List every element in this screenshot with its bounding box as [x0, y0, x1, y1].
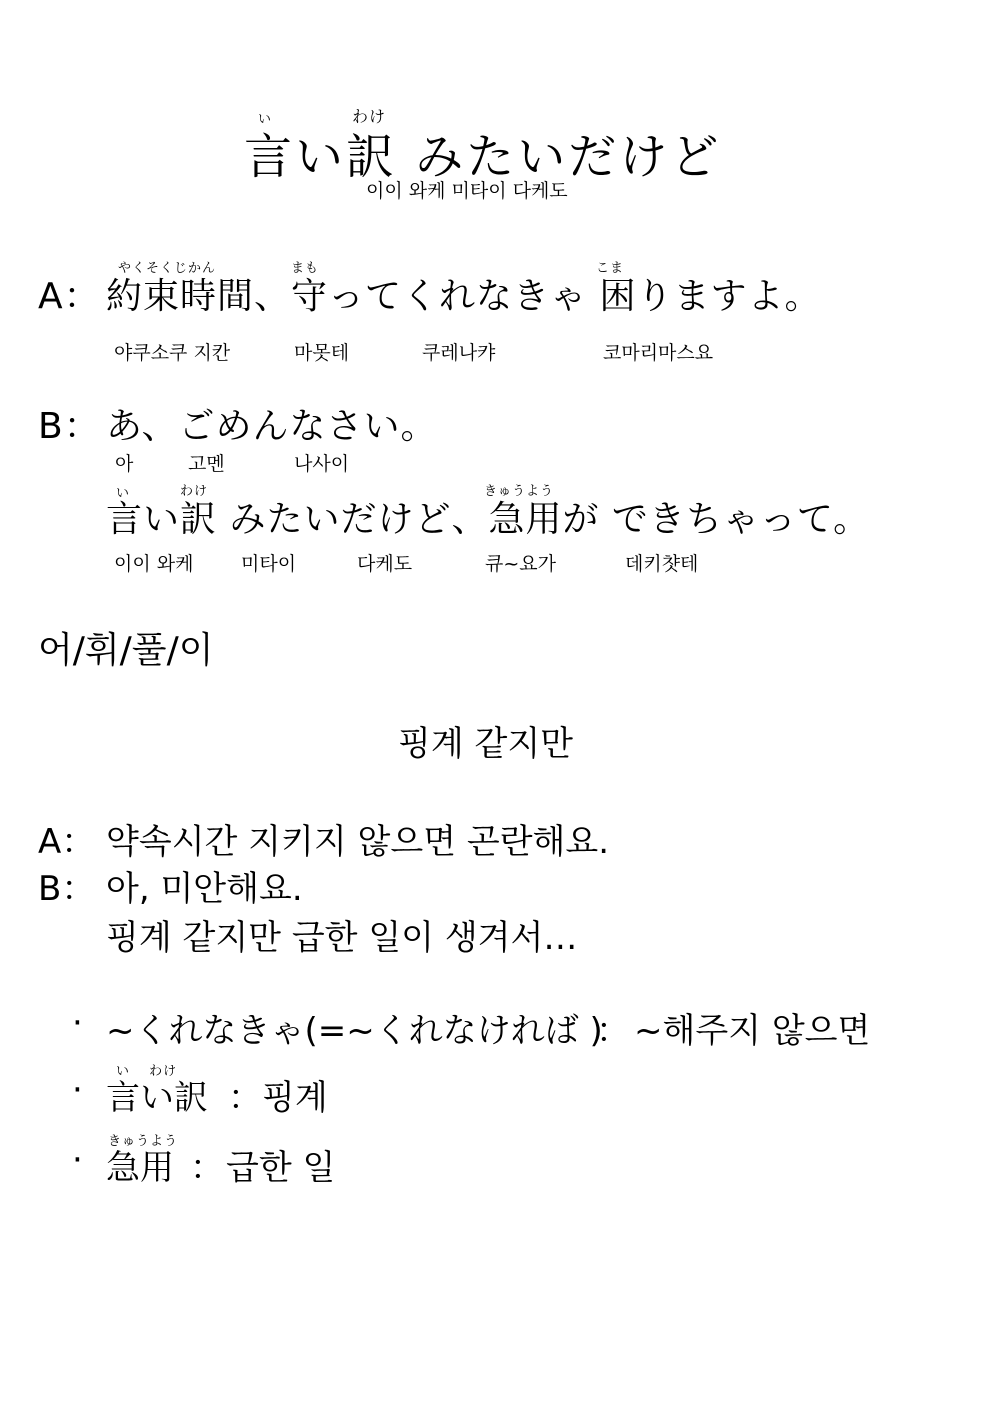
dialog-b-line2-reading-2: 미타이	[241, 553, 297, 575]
translation-a-text: 약속시간 지키지 않으면 곤란해요.	[106, 822, 610, 862]
dialog-b-line1-reading-1: 아	[115, 453, 134, 475]
vocab-item-bullet: ·	[72, 1140, 83, 1180]
page-title: 言い訳 みたいだけど	[244, 129, 722, 185]
vocab-heading: 어/휘/풀/이	[38, 630, 214, 671]
vocab-item-sep: ：	[190, 1148, 224, 1188]
translation-speaker-a: A：	[38, 822, 96, 862]
dialog-b-line1-reading-3: 나사이	[294, 453, 350, 475]
vocab-item-term: 急用	[106, 1148, 174, 1188]
dialog-b-line1-reading-2: 고멘	[188, 453, 225, 475]
translation-title: 핑계 같지만	[398, 724, 574, 764]
dialog-b-line2-reading-5: 데키챳테	[625, 553, 699, 575]
title-ruby-wake: わけ	[352, 107, 387, 126]
vocab-item-bullet: ·	[72, 1003, 83, 1043]
vocab-item-sep: ：	[228, 1078, 262, 1118]
dialog-a-reading-3: 쿠레나캬	[422, 342, 496, 364]
dialog-b-line2-reading-3: 다케도	[357, 553, 413, 575]
dialog-a-reading-4: 코마리마스요	[603, 342, 714, 364]
ruby-b-wake: わけ	[180, 484, 209, 499]
translation-b-line2: 핑계 같지만 급한 일이 생겨서…	[106, 918, 578, 958]
ruby-b-i: い	[116, 486, 131, 501]
dialog-b-line2: 言い訳 みたいだけど、急用が できちゃって。	[106, 499, 871, 540]
title-ruby-i: い	[258, 112, 273, 127]
dialog-b-line2-reading-4: 큐~요가	[485, 553, 556, 575]
dialog-a-reading-2: 마못테	[294, 342, 350, 364]
vocab-item-bullet: ·	[72, 1070, 83, 1110]
ruby-yakusoku: やくそくじかん	[118, 261, 217, 276]
vocab-item-meaning: ~해주지 않으면	[634, 1011, 871, 1051]
ruby-koma: こま	[596, 261, 625, 276]
vocab-item-meaning: 급한 일	[226, 1148, 336, 1188]
speaker-a: A：	[38, 276, 101, 317]
vocab-item-ruby: い わけ	[116, 1064, 178, 1079]
vocab-item-sep: ：	[596, 1011, 630, 1051]
dialog-a-reading-1: 야쿠소쿠 지칸	[114, 342, 231, 364]
ruby-b-kyuuyou: きゅうよう	[484, 484, 555, 499]
title-reading: 이이 와케 미타이 다케도	[366, 180, 568, 202]
vocab-item-term: ~くれなきゃ(=~くれなければ )	[106, 1011, 603, 1051]
vocab-item-ruby: きゅうよう	[108, 1134, 179, 1149]
dialog-b-line2-reading-1: 이이 와케	[114, 553, 194, 575]
vocab-item-meaning: 핑계	[262, 1078, 328, 1118]
dialog-a-text: 約束時間、守ってくれなきゃ 困りますよ。	[106, 276, 822, 317]
dialog-b-line1: あ、ごめんなさい。	[106, 406, 438, 447]
speaker-b: B：	[38, 406, 101, 447]
vocab-item-term: 言い訳	[106, 1078, 208, 1118]
ruby-mamo: まも	[291, 261, 320, 276]
translation-speaker-b: B：	[38, 869, 96, 909]
translation-b-line1: 아, 미안해요.	[106, 869, 303, 909]
